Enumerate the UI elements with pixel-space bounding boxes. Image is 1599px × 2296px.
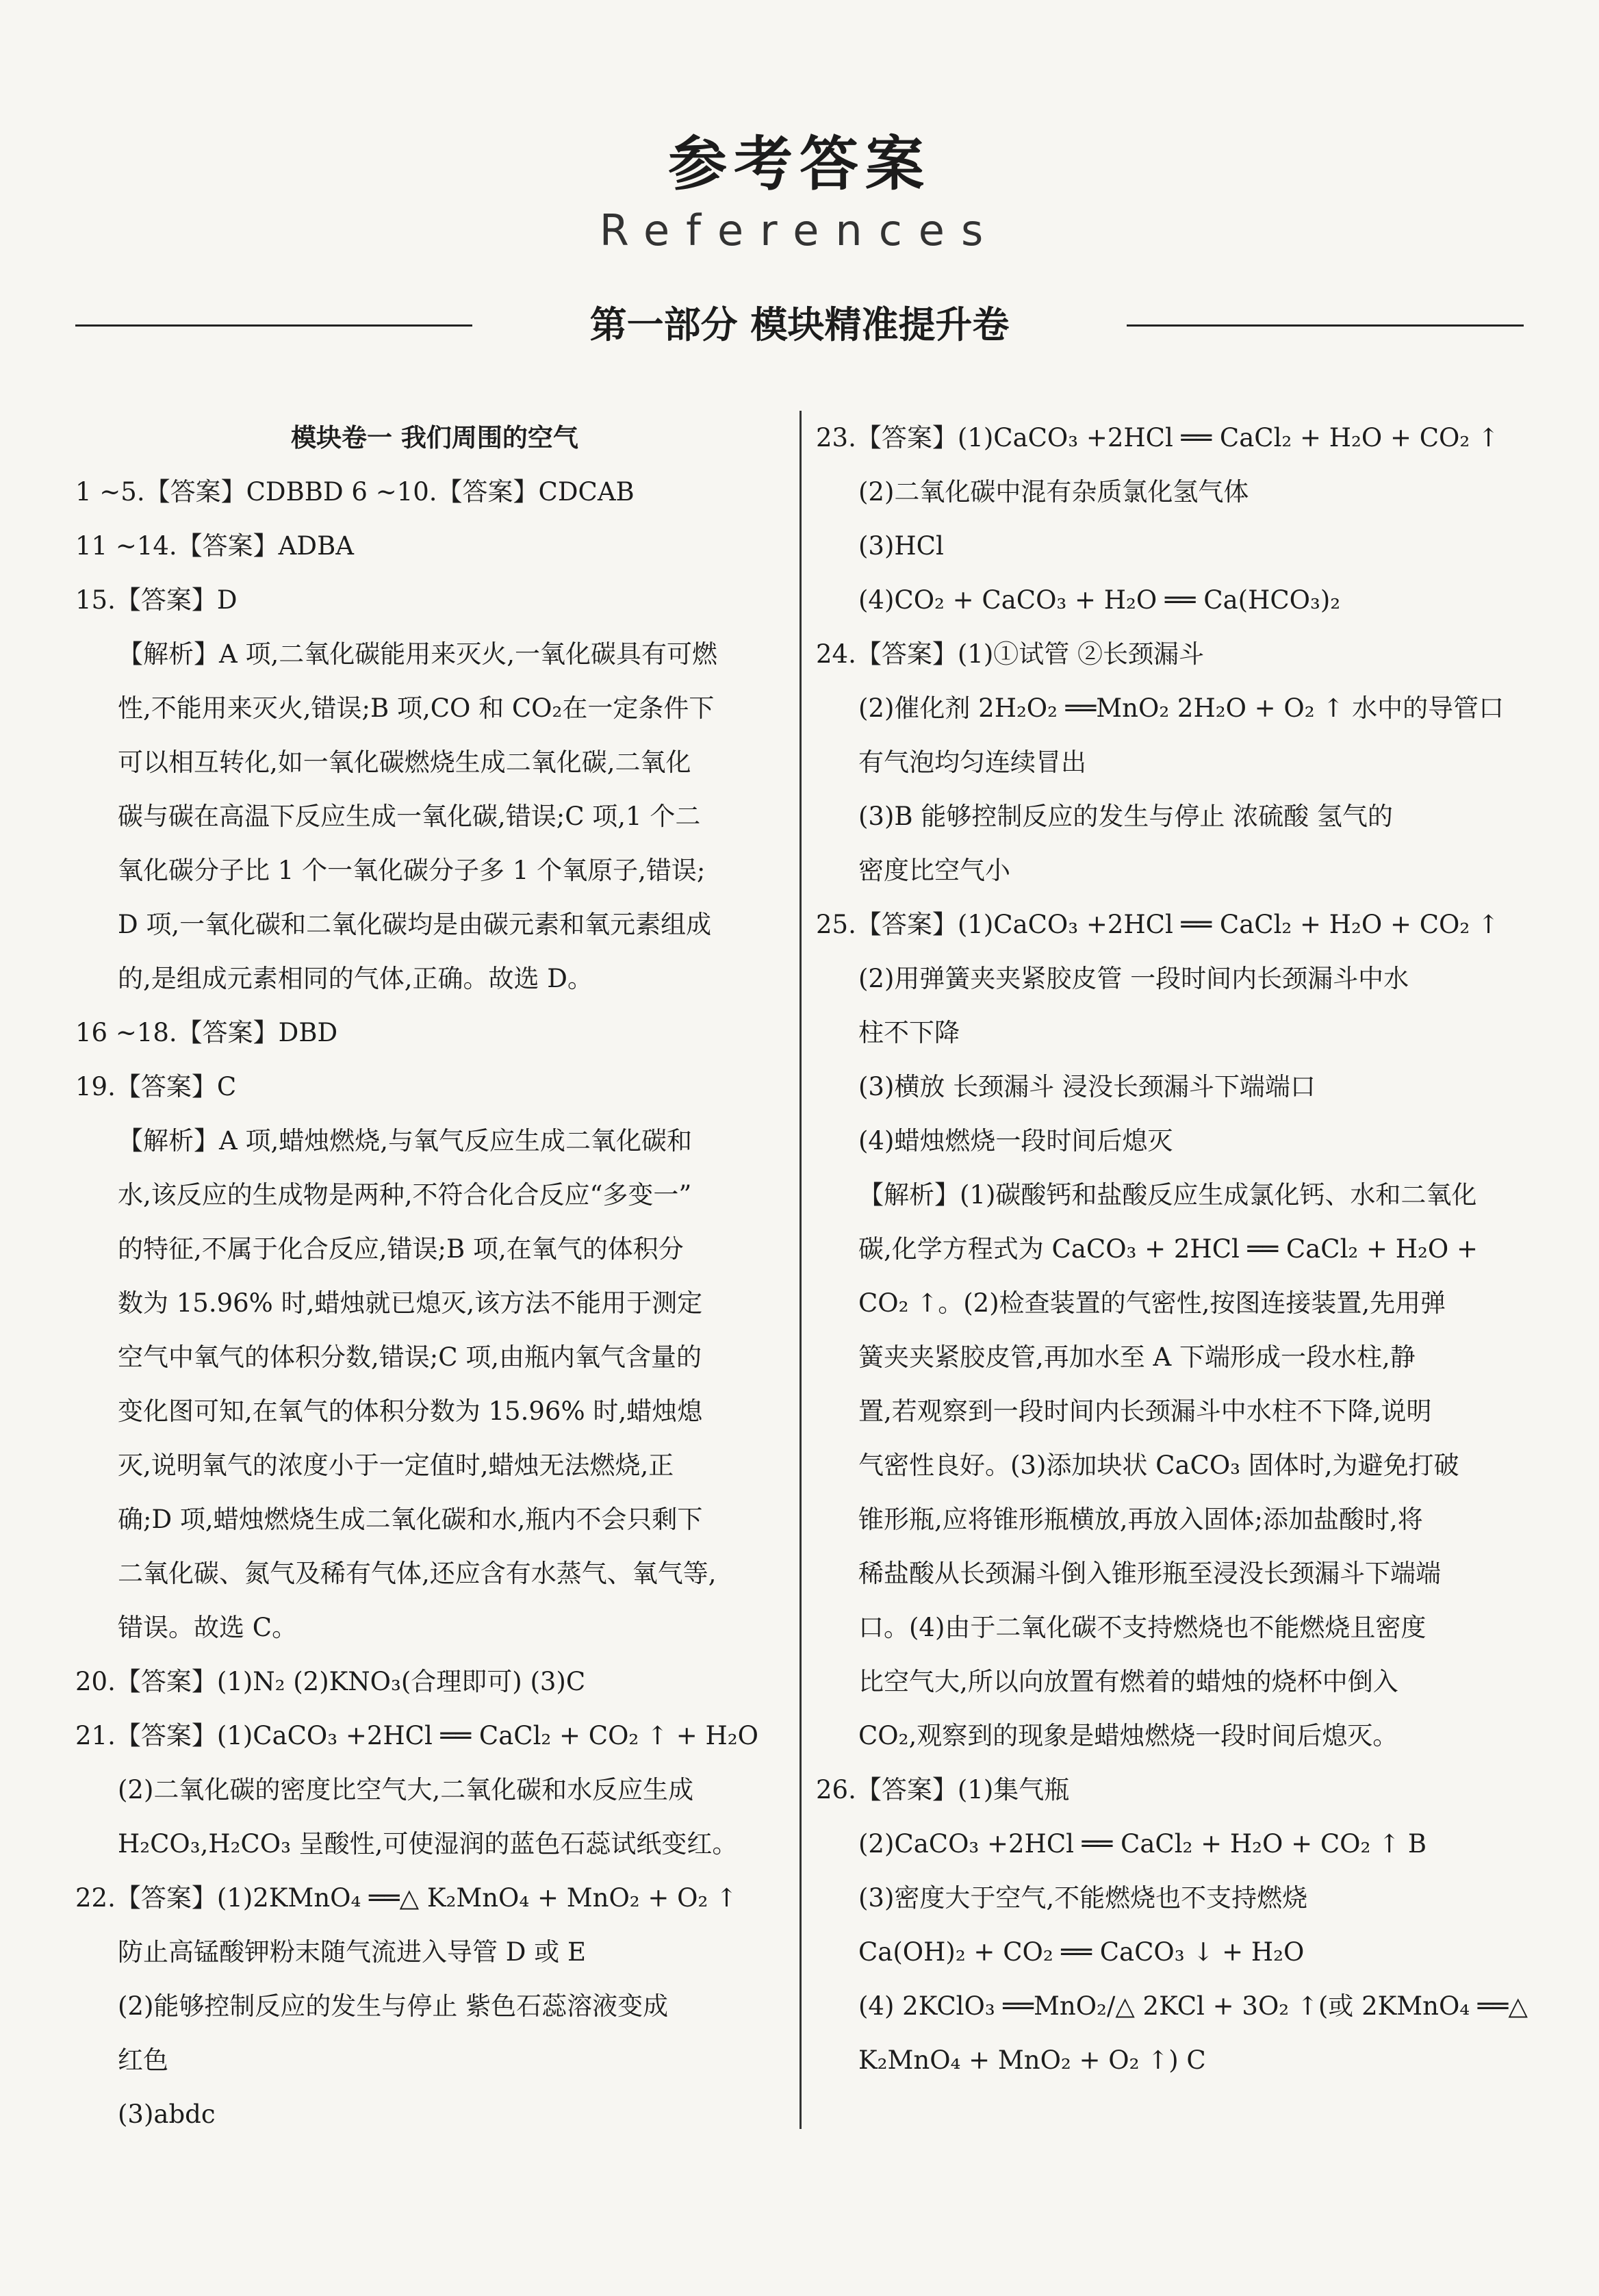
analysis-line: CO₂ ↑。(2)检查装置的气密性,按图连接装置,先用弹 bbox=[858, 1288, 1446, 1318]
answer-line: 25.【答案】(1)CaCO₃ +2HCl ══ CaCl₂ + H₂O + CO₂ ↑ bbox=[816, 910, 1499, 939]
answer-line: 1 ~5.【答案】CDBBD 6 ~10.【答案】CDCAB bbox=[75, 477, 635, 507]
section-title: 第一部分 模块精准提升卷 bbox=[589, 303, 1010, 346]
answer-line: 24.【答案】(1)①试管 ②长颈漏斗 bbox=[816, 639, 1205, 669]
answer-line: 15.【答案】D bbox=[75, 585, 238, 615]
analysis-line: 二氧化碳、氮气及稀有气体,还应含有水蒸气、氧气等, bbox=[118, 1559, 717, 1588]
answer-line: 16 ~18.【答案】DBD bbox=[75, 1018, 338, 1047]
answer-line: 26.【答案】(1)集气瓶 bbox=[816, 1775, 1070, 1804]
analysis-line: 可以相互转化,如一氧化碳燃烧生成二氧化碳,二氧化 bbox=[118, 748, 691, 777]
answer-line: 柱不下降 bbox=[858, 1018, 960, 1047]
analysis-line: 锥形瓶,应将锥形瓶横放,再放入固体;添加盐酸时,将 bbox=[858, 1505, 1423, 1534]
answer-line: (2)用弹簧夹夹紧胶皮管 一段时间内长颈漏斗中水 bbox=[858, 964, 1409, 993]
answer-line: K₂MnO₄ + MnO₂ + O₂ ↑) C bbox=[858, 2045, 1206, 2075]
left-column bbox=[75, 411, 794, 2141]
answer-line: 23.【答案】(1)CaCO₃ +2HCl ══ CaCl₂ + H₂O + CO₂ ↑ bbox=[816, 423, 1499, 452]
answer-line: (4) 2KClO₃ ══MnO₂/△ 2KCl + 3O₂ ↑(或 2KMnO₄ ══△ bbox=[858, 1991, 1528, 2021]
analysis-line: 稀盐酸从长颈漏斗倒入锥形瓶至浸没长颈漏斗下端端 bbox=[858, 1559, 1441, 1588]
answer-line: (2)二氧化碳中混有杂质氯化氢气体 bbox=[858, 477, 1249, 507]
analysis-line: CO₂,观察到的现象是蜡烛燃烧一段时间后熄灭。 bbox=[858, 1721, 1398, 1750]
answer-line: (2)CaCO₃ +2HCl ══ CaCl₂ + H₂O + CO₂ ↑ B bbox=[858, 1829, 1427, 1859]
analysis-line: 数为 15.96% 时,蜡烛就已熄灭,该方法不能用于测定 bbox=[118, 1288, 703, 1318]
page-title: 参考答案 bbox=[668, 130, 931, 199]
answer-line: 22.【答案】(1)2KMnO₄ ══△ K₂MnO₄ + MnO₂ + O₂ ↑ bbox=[75, 1883, 738, 1913]
analysis-line: 水,该反应的生成物是两种,不符合化合反应“多变一” bbox=[118, 1180, 692, 1210]
answer-line: (4)CO₂ + CaCO₃ + H₂O ══ Ca(HCO₃)₂ bbox=[858, 585, 1341, 615]
analysis-line: 簧夹夹紧胶皮管,再加水至 A 下端形成一段水柱,静 bbox=[858, 1342, 1416, 1372]
divider-right bbox=[1127, 324, 1524, 327]
answer-line: 11 ~14.【答案】ADBA bbox=[75, 531, 354, 561]
column-divider bbox=[800, 411, 802, 2129]
answer-line: (2)二氧化碳的密度比空气大,二氧化碳和水反应生成 bbox=[118, 1775, 694, 1804]
answer-line: (2)能够控制反应的发生与停止 紫色石蕊溶液变成 bbox=[118, 1991, 669, 2021]
analysis-line: D 项,一氧化碳和二氧化碳均是由碳元素和氧元素组成 bbox=[118, 910, 712, 939]
analysis-line: 【解析】A 项,蜡烛燃烧,与氧气反应生成二氧化碳和 bbox=[118, 1126, 693, 1156]
answer-line: (3)密度大于空气,不能燃烧也不支持燃烧 bbox=[858, 1883, 1308, 1913]
answer-line: 有气泡均匀连续冒出 bbox=[858, 748, 1086, 777]
answer-line: (4)蜡烛燃烧一段时间后熄灭 bbox=[858, 1126, 1173, 1156]
module-title: 模块卷一 我们周围的空气 bbox=[291, 423, 578, 452]
analysis-line: 确;D 项,蜡烛燃烧生成二氧化碳和水,瓶内不会只剩下 bbox=[118, 1505, 703, 1534]
analysis-line: 碳,化学方程式为 CaCO₃ + 2HCl ══ CaCl₂ + H₂O + bbox=[858, 1234, 1478, 1264]
section-header bbox=[75, 294, 1524, 356]
analysis-line: 置,若观察到一段时间内长颈漏斗中水柱不下降,说明 bbox=[858, 1396, 1432, 1426]
analysis-line: 碳与碳在高温下反应生成一氧化碳,错误;C 项,1 个二 bbox=[118, 802, 701, 831]
answer-line: H₂CO₃,H₂CO₃ 呈酸性,可使湿润的蓝色石蕊试纸变红。 bbox=[118, 1829, 738, 1859]
analysis-line: 灭,说明氧气的浓度小于一定值时,蜡烛无法燃烧,正 bbox=[118, 1451, 674, 1480]
answer-line: 21.【答案】(1)CaCO₃ +2HCl ══ CaCl₂ + CO₂ ↑ + H₂O bbox=[75, 1721, 758, 1750]
analysis-line: 氧化碳分子比 1 个一氧化碳分子多 1 个氧原子,错误; bbox=[118, 856, 706, 885]
answer-line: 19.【答案】C bbox=[75, 1072, 237, 1101]
analysis-line: 的特征,不属于化合反应,错误;B 项,在氧气的体积分 bbox=[118, 1234, 684, 1264]
answer-line: (3)B 能够控制反应的发生与停止 浓硫酸 氢气的 bbox=[858, 802, 1393, 831]
answer-line: 红色 bbox=[118, 2045, 168, 2075]
analysis-line: 空气中氧气的体积分数,错误;C 项,由瓶内氧气含量的 bbox=[118, 1342, 702, 1372]
analysis-line: 口。(4)由于二氧化碳不支持燃烧也不能燃烧且密度 bbox=[858, 1613, 1427, 1642]
analysis-line: 性,不能用来灭火,错误;B 项,CO 和 CO₂在一定条件下 bbox=[118, 693, 715, 723]
analysis-line: 气密性良好。(3)添加块状 CaCO₃ 固体时,为避免打破 bbox=[858, 1451, 1459, 1480]
answer-line: 防止高锰酸钾粉末随气流进入导管 D 或 E bbox=[118, 1937, 586, 1967]
answer-line: (3)HCl bbox=[858, 531, 944, 561]
analysis-line: 的,是组成元素相同的气体,正确。故选 D。 bbox=[118, 964, 593, 993]
answer-line: 20.【答案】(1)N₂ (2)KNO₃(合理即可) (3)C bbox=[75, 1667, 586, 1696]
analysis-line: 变化图可知,在氧气的体积分数为 15.96% 时,蜡烛熄 bbox=[118, 1396, 703, 1426]
answer-line: (2)催化剂 2H₂O₂ ══MnO₂ 2H₂O + O₂ ↑ 水中的导管口 bbox=[858, 693, 1505, 723]
right-column bbox=[816, 411, 1531, 2087]
analysis-line: 比空气大,所以向放置有燃着的蜡烛的烧杯中倒入 bbox=[858, 1667, 1398, 1696]
answer-line: Ca(OH)₂ + CO₂ ══ CaCO₃ ↓ + H₂O bbox=[858, 1937, 1305, 1967]
answer-line: 密度比空气小 bbox=[858, 856, 1010, 885]
analysis-line: 错误。故选 C。 bbox=[118, 1613, 298, 1642]
analysis-line: 【解析】(1)碳酸钙和盐酸反应生成氯化钙、水和二氧化 bbox=[858, 1180, 1477, 1210]
answer-line: (3)横放 长颈漏斗 浸没长颈漏斗下端端口 bbox=[858, 1072, 1316, 1101]
page-subtitle: References bbox=[599, 205, 1000, 255]
analysis-line: 【解析】A 项,二氧化碳能用来灭火,一氧化碳具有可燃 bbox=[118, 639, 718, 669]
answer-line: (3)abdc bbox=[118, 2100, 216, 2129]
